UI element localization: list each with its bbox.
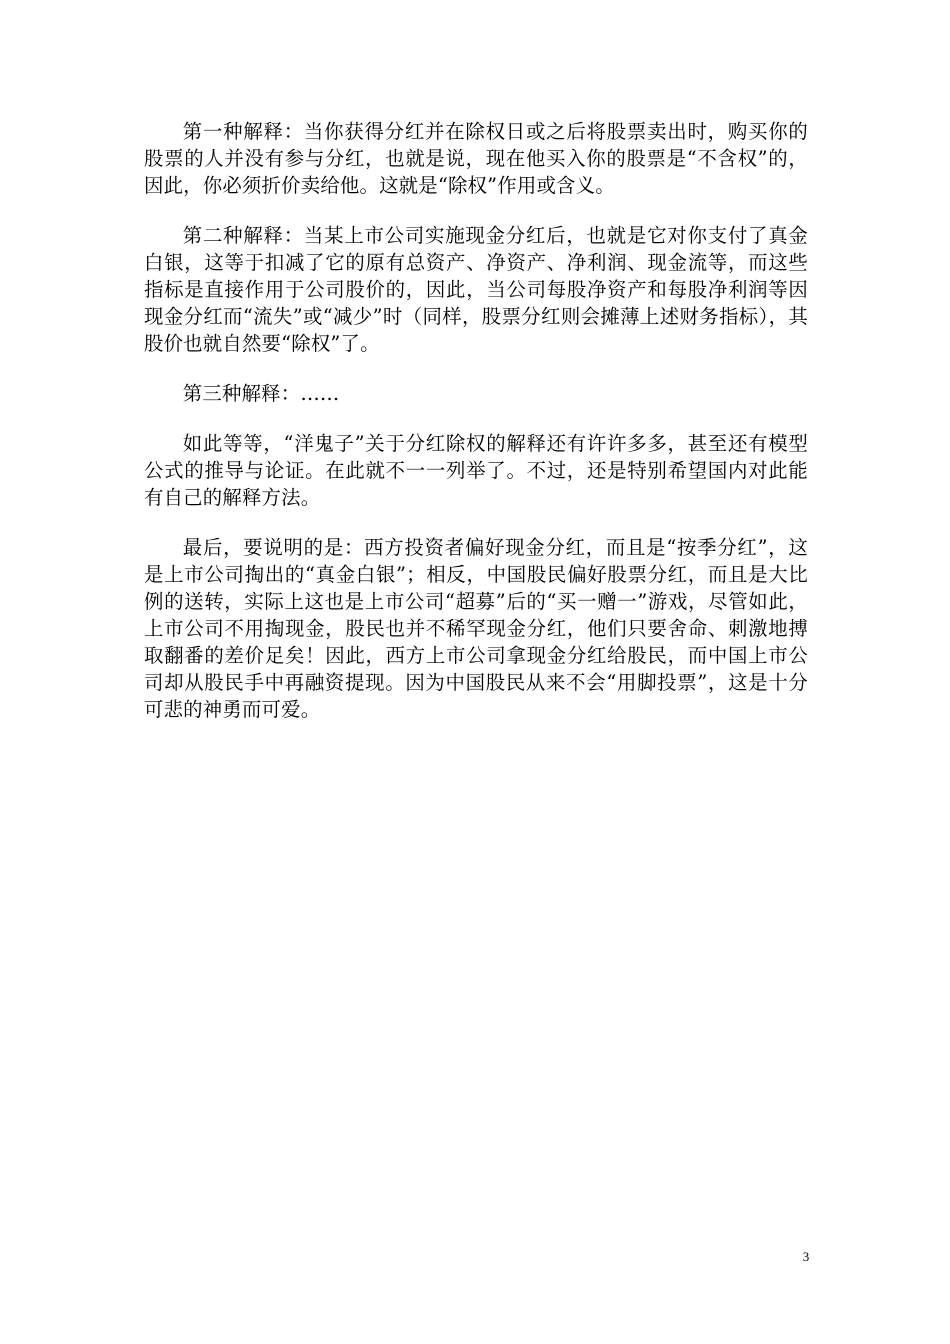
paragraph-first-explanation: 第一种解释：当你获得分红并在除权日或之后将股票卖出时，购买你的股票的人并没有参与分红，也就是说，现在他买入你的股票是“不含权”的，因此，你必须折价卖给他。这就是“除权”作用或含义。 — [144, 120, 808, 197]
paragraph-second-explanation: 第二种解释：当某上市公司实施现金分红后，也就是它对你支付了真金白银，这等于扣减了它的原有总资产、净资产、净利润、现金流等，而这些指标是直接作用于公司股价的，因此，当公司每股净资产和每股净利润等因现金分红而“流失”或“减少”时（同样，股票分红则会摊薄上述财务指标），其股价也就自然要“除权”了。 — [144, 224, 808, 355]
page-number: 3 — [802, 1249, 810, 1264]
paragraph-conclusion: 最后，要说明的是：西方投资者偏好现金分红，而且是“按季分红”，这是上市公司掏出的“真金白银”；相反，中国股民偏好股票分红，而且是大比例的送转，实际上这也是上市公司“超募”后的“买一赠一”游戏，尽管如此，上市公司不用掏现金，股民也并不稀罕现金分红，他们只要舍命、刺激地搏取翻番的差价足矣！因此，西方上市公司拿现金分红给股民，而中国上市公司却从股民手中再融资提现。因为中国股民从来不会“用脚投票”，这是十分可悲的神勇而可爱。 — [144, 536, 808, 721]
paragraph-etc: 如此等等，“洋鬼子”关于分红除权的解释还有许许多多，甚至还有模型公式的推导与论证。在此就不一一列举了。不过，还是特别希望国内对此能有自己的解释方法。 — [144, 432, 808, 509]
paragraph-third-explanation: 第三种解释：…… — [182, 382, 340, 405]
body-text — [144, 118, 808, 746]
